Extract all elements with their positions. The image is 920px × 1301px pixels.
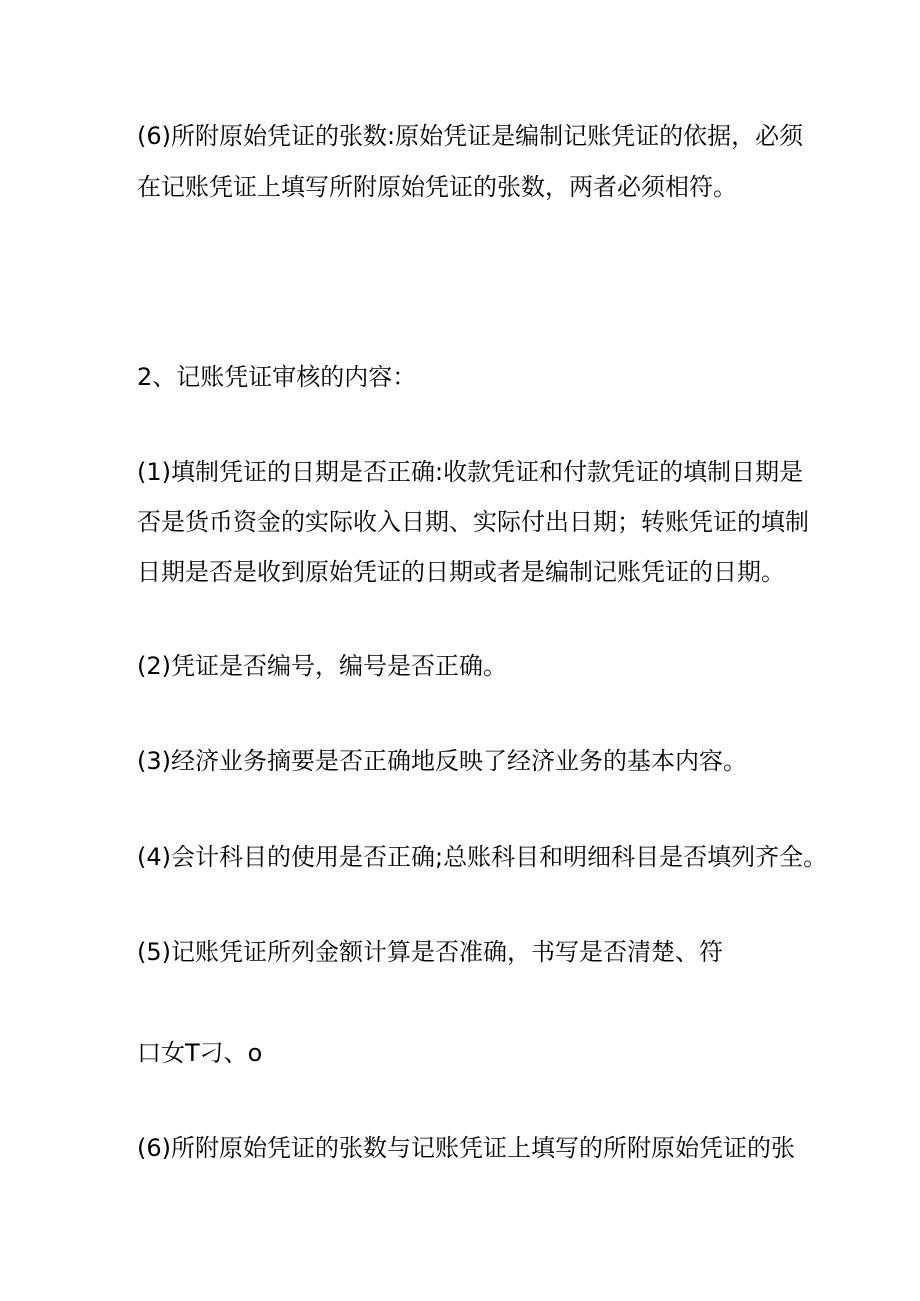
paragraph-line: (3)经济业务摘要是否正确地反映了经济业务的基本内容。 [137,747,747,775]
paragraph-line: (6)所附原始凭证的张数与记账凭证上填写的所附原始凭证的张 [137,1134,795,1162]
paragraph-line: (4)会计科目的使用是否正确;总账科目和明细科目是否填列齐全。 [137,843,828,871]
paragraph-line: (2)凭证是否编号，编号是否正确。 [137,652,507,680]
paragraph-line: 在记账凭证上填写所附原始凭证的张数，两者必须相符。 [137,173,737,201]
paragraph-line: 否是货币资金的实际收入日期、实际付出日期；转账凭证的填制 [137,508,809,536]
paragraph-line: 日期是否是收到原始凭证的日期或者是编制记账凭证的日期。 [137,558,785,586]
paragraph-line: (6)所附原始凭证的张数:原始凭证是编制记账凭证的依据，必须 [137,122,804,150]
paragraph-line: (5)记账凭证所列金额计算是否准确，书写是否清楚、符 [137,938,723,966]
paragraph-line: 口女T刁、o [137,1039,263,1067]
section-heading: 2、记账凭证审核的内容： [137,363,417,391]
paragraph-line: (1)填制凭证的日期是否正确:收款凭证和付款凭证的填制日期是 [137,458,804,486]
